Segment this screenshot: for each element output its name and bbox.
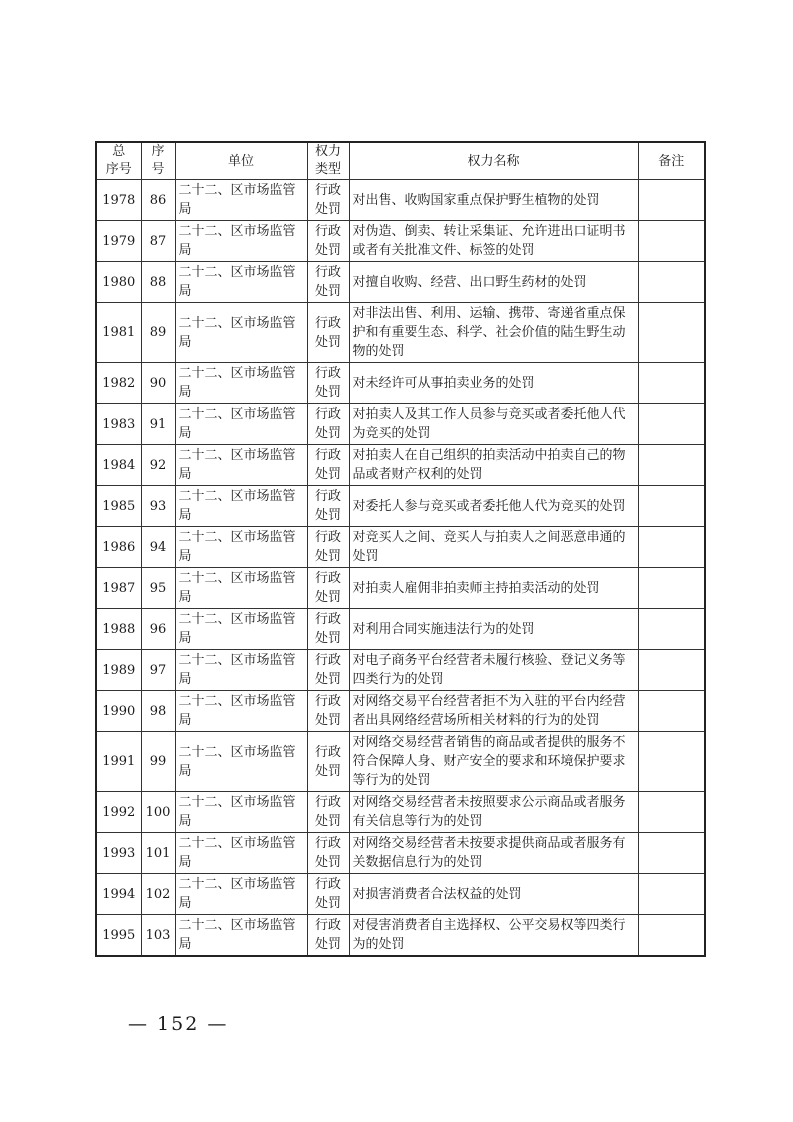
cell-power-name: 对电子商务平台经营者未履行核验、登记义务等四类行为的处罚: [349, 650, 638, 691]
cell-seq-no: 103: [141, 915, 175, 957]
table-row: [96, 527, 705, 568]
cell-unit: 二十二、区市场监管局: [175, 650, 307, 691]
cell-seq-no: 102: [141, 874, 175, 915]
cell-remarks: [638, 915, 705, 957]
cell-power-name: 对出售、收购国家重点保护野生植物的处罚: [349, 180, 638, 221]
cell-unit: 二十二、区市场监管局: [175, 303, 307, 363]
cell-power-type: 行政处罚: [307, 527, 349, 568]
cell-power-type: 行政处罚: [307, 568, 349, 609]
cell-total-no: 1983: [96, 404, 141, 445]
cell-unit: 二十二、区市场监管局: [175, 568, 307, 609]
cell-seq-no: 100: [141, 792, 175, 833]
header-seq-no: 序 号: [141, 142, 175, 180]
cell-remarks: [638, 445, 705, 486]
cell-remarks: [638, 650, 705, 691]
cell-unit: 二十二、区市场监管局: [175, 915, 307, 957]
cell-unit: 二十二、区市场监管局: [175, 445, 307, 486]
cell-seq-no: 94: [141, 527, 175, 568]
cell-total-no: 1991: [96, 732, 141, 792]
cell-seq-no: 96: [141, 609, 175, 650]
cell-total-no: 1979: [96, 221, 141, 262]
table-header-row: [96, 142, 705, 180]
cell-unit: 二十二、区市场监管局: [175, 363, 307, 404]
cell-power-type: 行政处罚: [307, 874, 349, 915]
cell-total-no: 1990: [96, 691, 141, 732]
table-row: [96, 833, 705, 874]
cell-remarks: [638, 262, 705, 303]
cell-power-type: 行政处罚: [307, 262, 349, 303]
cell-power-name: 对擅自收购、经营、出口野生药材的处罚: [349, 262, 638, 303]
cell-unit: 二十二、区市场监管局: [175, 404, 307, 445]
cell-power-name: 对竞买人之间、竞买人与拍卖人之间恶意串通的处罚: [349, 527, 638, 568]
cell-power-type: 行政处罚: [307, 363, 349, 404]
cell-total-no: 1988: [96, 609, 141, 650]
cell-power-type: 行政处罚: [307, 650, 349, 691]
table-row: [96, 180, 705, 221]
power-list-table: [95, 141, 706, 957]
cell-total-no: 1995: [96, 915, 141, 957]
cell-seq-no: 93: [141, 486, 175, 527]
cell-power-name: 对拍卖人在自己组织的拍卖活动中拍卖自己的物品或者财产权利的处罚: [349, 445, 638, 486]
cell-unit: 二十二、区市场监管局: [175, 691, 307, 732]
cell-power-name: 对网络交易经营者未按要求提供商品或者服务有关数据信息行为的处罚: [349, 833, 638, 874]
cell-power-type: 行政处罚: [307, 609, 349, 650]
table-row: [96, 650, 705, 691]
cell-remarks: [638, 486, 705, 527]
cell-power-type: 行政处罚: [307, 221, 349, 262]
table-row: [96, 445, 705, 486]
cell-seq-no: 90: [141, 363, 175, 404]
table-row: [96, 363, 705, 404]
cell-power-name: 对侵害消费者自主选择权、公平交易权等四类行为的处罚: [349, 915, 638, 957]
cell-remarks: [638, 363, 705, 404]
cell-seq-no: 101: [141, 833, 175, 874]
cell-unit: 二十二、区市场监管局: [175, 262, 307, 303]
header-power-type: 权力 类型: [307, 142, 349, 180]
table-row: [96, 792, 705, 833]
cell-power-type: 行政处罚: [307, 445, 349, 486]
table-row: [96, 874, 705, 915]
cell-power-type: 行政处罚: [307, 833, 349, 874]
cell-seq-no: 99: [141, 732, 175, 792]
cell-power-type: 行政处罚: [307, 303, 349, 363]
header-power-name: 权力名称: [349, 142, 638, 180]
cell-power-type: 行政处罚: [307, 792, 349, 833]
table-row: [96, 732, 705, 792]
cell-unit: 二十二、区市场监管局: [175, 874, 307, 915]
table-row: [96, 691, 705, 732]
cell-total-no: 1986: [96, 527, 141, 568]
cell-seq-no: 98: [141, 691, 175, 732]
cell-power-type: 行政处罚: [307, 915, 349, 957]
cell-power-type: 行政处罚: [307, 732, 349, 792]
cell-total-no: 1994: [96, 874, 141, 915]
cell-remarks: [638, 792, 705, 833]
cell-remarks: [638, 732, 705, 792]
cell-power-name: 对网络交易经营者销售的商品或者提供的服务不符合保障人身、财产安全的要求和环境保护要求等行为的处罚: [349, 732, 638, 792]
cell-total-no: 1984: [96, 445, 141, 486]
cell-remarks: [638, 874, 705, 915]
table-body: [96, 180, 705, 957]
table-row: [96, 303, 705, 363]
cell-unit: 二十二、区市场监管局: [175, 609, 307, 650]
cell-power-type: 行政处罚: [307, 404, 349, 445]
header-remarks: 备注: [638, 142, 705, 180]
table-row: [96, 221, 705, 262]
cell-power-name: 对拍卖人雇佣非拍卖师主持拍卖活动的处罚: [349, 568, 638, 609]
table-row: [96, 262, 705, 303]
table-row: [96, 486, 705, 527]
header-total-no: 总 序号: [96, 142, 141, 180]
cell-power-name: 对网络交易经营者未按照要求公示商品或者服务有关信息等行为的处罚: [349, 792, 638, 833]
table-row: [96, 568, 705, 609]
cell-power-name: 对损害消费者合法权益的处罚: [349, 874, 638, 915]
cell-total-no: 1985: [96, 486, 141, 527]
cell-total-no: 1978: [96, 180, 141, 221]
cell-unit: 二十二、区市场监管局: [175, 486, 307, 527]
cell-unit: 二十二、区市场监管局: [175, 792, 307, 833]
cell-total-no: 1980: [96, 262, 141, 303]
cell-total-no: 1992: [96, 792, 141, 833]
cell-remarks: [638, 180, 705, 221]
table-row: [96, 609, 705, 650]
cell-power-name: 对伪造、倒卖、转让采集证、允许进出口证明书或者有关批准文件、标签的处罚: [349, 221, 638, 262]
cell-total-no: 1982: [96, 363, 141, 404]
cell-power-name: 对利用合同实施违法行为的处罚: [349, 609, 638, 650]
cell-seq-no: 86: [141, 180, 175, 221]
header-unit: 单位: [175, 142, 307, 180]
cell-unit: 二十二、区市场监管局: [175, 833, 307, 874]
cell-remarks: [638, 404, 705, 445]
cell-seq-no: 87: [141, 221, 175, 262]
cell-seq-no: 92: [141, 445, 175, 486]
cell-remarks: [638, 527, 705, 568]
cell-remarks: [638, 303, 705, 363]
cell-total-no: 1981: [96, 303, 141, 363]
cell-power-type: 行政处罚: [307, 180, 349, 221]
cell-remarks: [638, 833, 705, 874]
cell-total-no: 1987: [96, 568, 141, 609]
cell-total-no: 1993: [96, 833, 141, 874]
cell-unit: 二十二、区市场监管局: [175, 180, 307, 221]
cell-seq-no: 95: [141, 568, 175, 609]
cell-power-type: 行政处罚: [307, 691, 349, 732]
cell-total-no: 1989: [96, 650, 141, 691]
cell-unit: 二十二、区市场监管局: [175, 221, 307, 262]
cell-seq-no: 88: [141, 262, 175, 303]
cell-remarks: [638, 568, 705, 609]
cell-power-name: 对非法出售、利用、运输、携带、寄递省重点保护和有重要生态、科学、社会价值的陆生野生动物的处罚: [349, 303, 638, 363]
cell-seq-no: 97: [141, 650, 175, 691]
page-number: — 152 —: [128, 1013, 229, 1035]
cell-power-name: 对委托人参与竞买或者委托他人代为竞买的处罚: [349, 486, 638, 527]
cell-unit: 二十二、区市场监管局: [175, 732, 307, 792]
cell-seq-no: 91: [141, 404, 175, 445]
table-row: [96, 915, 705, 957]
table-row: [96, 404, 705, 445]
cell-remarks: [638, 691, 705, 732]
cell-power-name: 对拍卖人及其工作人员参与竞买或者委托他人代为竞买的处罚: [349, 404, 638, 445]
cell-remarks: [638, 609, 705, 650]
cell-power-name: 对网络交易平台经营者拒不为入驻的平台内经营者出具网络经营场所相关材料的行为的处罚: [349, 691, 638, 732]
cell-power-name: 对未经许可从事拍卖业务的处罚: [349, 363, 638, 404]
cell-remarks: [638, 221, 705, 262]
cell-power-type: 行政处罚: [307, 486, 349, 527]
cell-unit: 二十二、区市场监管局: [175, 527, 307, 568]
cell-seq-no: 89: [141, 303, 175, 363]
